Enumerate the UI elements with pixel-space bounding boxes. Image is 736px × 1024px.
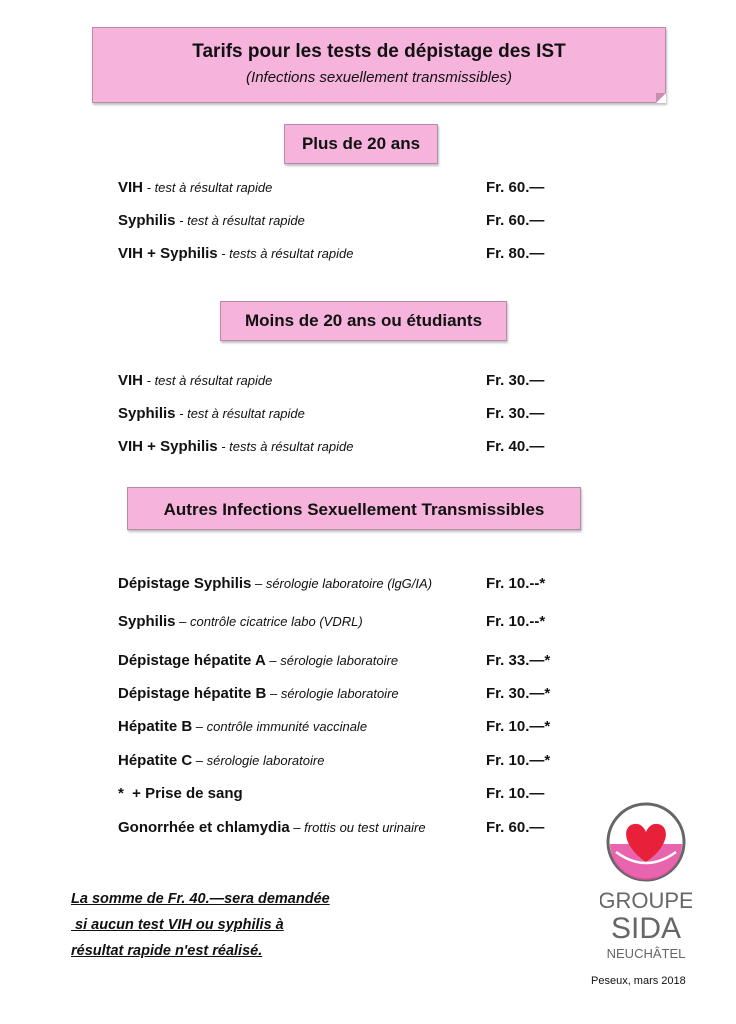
price-row: Dépistage hépatite B – sérologie laboratoire Fr. 30.—* <box>118 683 618 705</box>
logo-line2: SIDA <box>610 912 682 945</box>
price-row: VIH - test à résultat rapide Fr. 30.— <box>118 370 618 392</box>
price-row: Syphilis – contrôle cicatrice labo (VDRL) Fr. 10.--* <box>118 611 618 633</box>
price: Fr. 10.--* <box>486 575 546 592</box>
price: Fr. 60.— <box>486 179 545 196</box>
title-banner <box>92 27 666 103</box>
price-row: Syphilis - test à résultat rapide Fr. 60.— <box>118 210 618 232</box>
price-row: Gonorrhée et chlamydia – frottis ou test urinaire Fr. 60.— <box>118 817 618 839</box>
price-row: Dépistage hépatite A – sérologie laboratoire Fr. 33.—* <box>118 650 618 672</box>
price: Fr. 80.— <box>486 245 545 262</box>
logo-line3: NEUCHÂTEL <box>606 946 686 961</box>
price: Fr. 10.—* <box>486 752 551 769</box>
section-heading-over-20: Plus de 20 ans <box>284 124 438 164</box>
price: Fr. 10.— <box>486 785 545 802</box>
price-row: VIH - test à résultat rapide Fr. 60.— <box>118 177 618 199</box>
price-row: Hépatite C – sérologie laboratoire Fr. 10.—* <box>118 750 618 772</box>
price: Fr. 33.—* <box>486 652 551 669</box>
page-subtitle: (Infections sexuellement transmissibles) <box>246 69 512 86</box>
price: Fr. 40.— <box>486 438 545 455</box>
price: Fr. 60.— <box>486 212 545 229</box>
page-title: Tarifs pour les tests de dépistage des IST <box>192 41 566 62</box>
price: Fr. 30.— <box>486 405 545 422</box>
heart-logo-icon <box>600 800 692 970</box>
groupe-sida-neuchatel-logo <box>600 800 692 970</box>
logo-line1: GROUPE <box>600 888 692 913</box>
price: Fr. 30.—* <box>486 685 551 702</box>
price-row: VIH + Syphilis - tests à résultat rapide Fr. 80.— <box>118 243 618 265</box>
footer-date: Peseux, mars 2018 <box>591 975 686 987</box>
price: Fr. 30.— <box>486 372 545 389</box>
section-heading-under-20: Moins de 20 ans ou étudiants <box>220 301 507 341</box>
fee-note: La somme de Fr. 40.—sera demandée si aucun test VIH ou syphilis à résultat rapide n'est réalisé. <box>71 891 330 959</box>
price: Fr. 60.— <box>486 819 545 836</box>
price-row: Dépistage Syphilis – sérologie laboratoire (lgG/IA) Fr. 10.--* <box>118 573 618 595</box>
price-row: Hépatite B – contrôle immunité vaccinale Fr. 10.—* <box>118 716 618 738</box>
price: Fr. 10.—* <box>486 718 551 735</box>
price: Fr. 10.--* <box>486 613 546 630</box>
section-heading-other-sti: Autres Infections Sexuellement Transmissibles <box>127 487 581 530</box>
price-row: * + Prise de sang Fr. 10.— <box>118 783 618 805</box>
price-row: VIH + Syphilis - tests à résultat rapide Fr. 40.— <box>118 436 618 458</box>
price-row: Syphilis - test à résultat rapide Fr. 30.— <box>118 403 618 425</box>
